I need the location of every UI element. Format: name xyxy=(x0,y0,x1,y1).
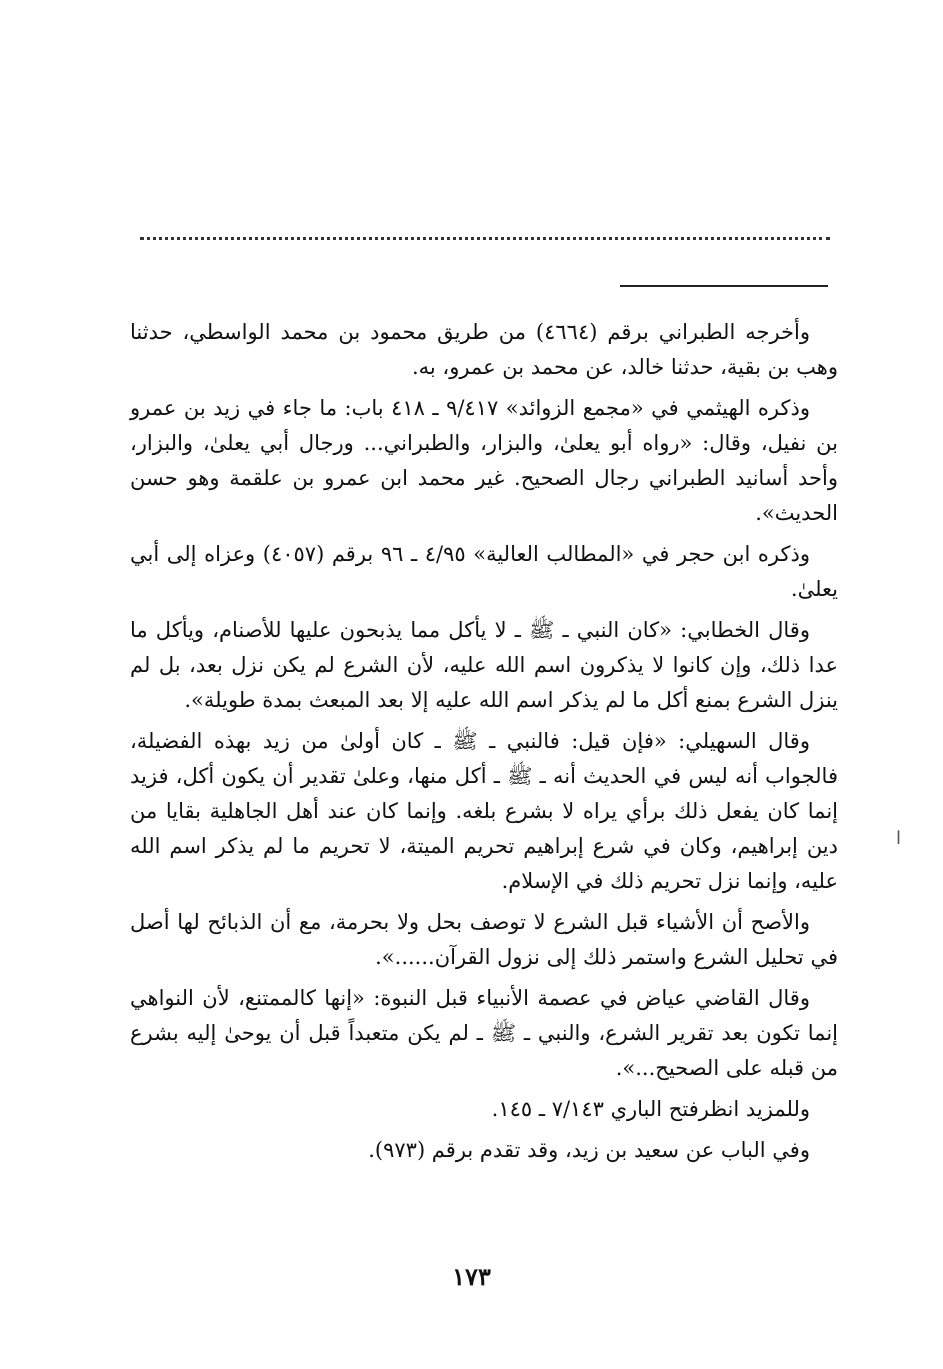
paragraph: وقال القاضي عياض في عصمة الأنبياء قبل النبوة: «إنها كالممتنع، لأن النواهي إنما تكون بعد تقرير الشرع، والنبي ـ ﷺ ـ لم يكن متعبداً قبل أن يوحىٰ إليه بشرع من قبله على الصحيح...». xyxy=(130,986,838,1080)
paragraph: وأخرجه الطبراني برقم (٤٦٦٤) من طريق محمود بن محمد الواسطي، حدثنا وهب بن بقية، حدثنا خالد، عن محمد بن عمرو، به. xyxy=(130,320,838,379)
paragraph: والأصح أن الأشياء قبل الشرع لا توصف بحل ولا بحرمة، مع أن الذبائح لها أصل في تحليل الشرع واستمر ذلك إلى نزول القرآن......». xyxy=(130,910,838,969)
paragraph: وللمزيد انظرفتح الباري ٧/١٤٣ ـ ١٤٥. xyxy=(491,1097,810,1121)
paragraph: وقال الخطابي: «كان النبي ـ ﷺ ـ لا يأكل مما يذبحون عليها للأصنام، ويأكل ما عدا ذلك، وإن كانوا لا يذكرون اسم الله عليه، لأن الشرع لم يكن نزل بعد، بل لم ينزل الشرع بمنع أكل ما لم يذكر اسم الله عليه إلا بعد المبعث بمدة طويلة». xyxy=(130,618,838,712)
paragraph: وذكره الهيثمي في «مجمع الزوائد» ٩/٤١٧ ـ ٤١٨ باب: ما جاء في زيد بن عمرو بن نفيل، وقال: «رواه أبو يعلىٰ، والبزار، والطبراني... ورجال أبي يعلىٰ، والبزار، وأحد أسانيد الطبراني رجال الصحيح. غير محمد ابن عمرو بن علقمة وهو حسن الحديث». xyxy=(130,396,838,525)
footnote-rule xyxy=(620,285,828,287)
paragraph: وقال السهيلي: «فإن قيل: فالنبي ـ ﷺ ـ كان أولىٰ من زيد بهذه الفضيلة، فالجواب أنه ليس في الحديث أنه ـ ﷺ ـ أكل منها، وعلىٰ تقدير أن يكون أكل، فزيد إنما كان يفعل ذلك برأي يراه لا بشرع بلغه. وإنما كان عند أهل الجاهلية بقايا من دين إبراهيم، وكان في شرع إبراهيم تحريم الميتة، لا تحريم ما لم يذكر اسم الله عليه، وإنما نزل تحريم ذلك في الإسلام. xyxy=(130,729,838,893)
paragraph: وذكره ابن حجر في «المطالب العالية» ٤/٩٥ ـ ٩٦ برقم (٤٠٥٧) وعزاه إلى أبي يعلىٰ. xyxy=(130,542,838,601)
footnote-text xyxy=(130,315,838,1174)
paragraph: وفي الباب عن سعيد بن زيد، وقد تقدم برقم (٩٧٣). xyxy=(368,1138,810,1162)
margin-mark: ا xyxy=(896,828,902,849)
dotted-separator xyxy=(140,237,830,240)
page-number: ١٧٣ xyxy=(452,1262,491,1291)
